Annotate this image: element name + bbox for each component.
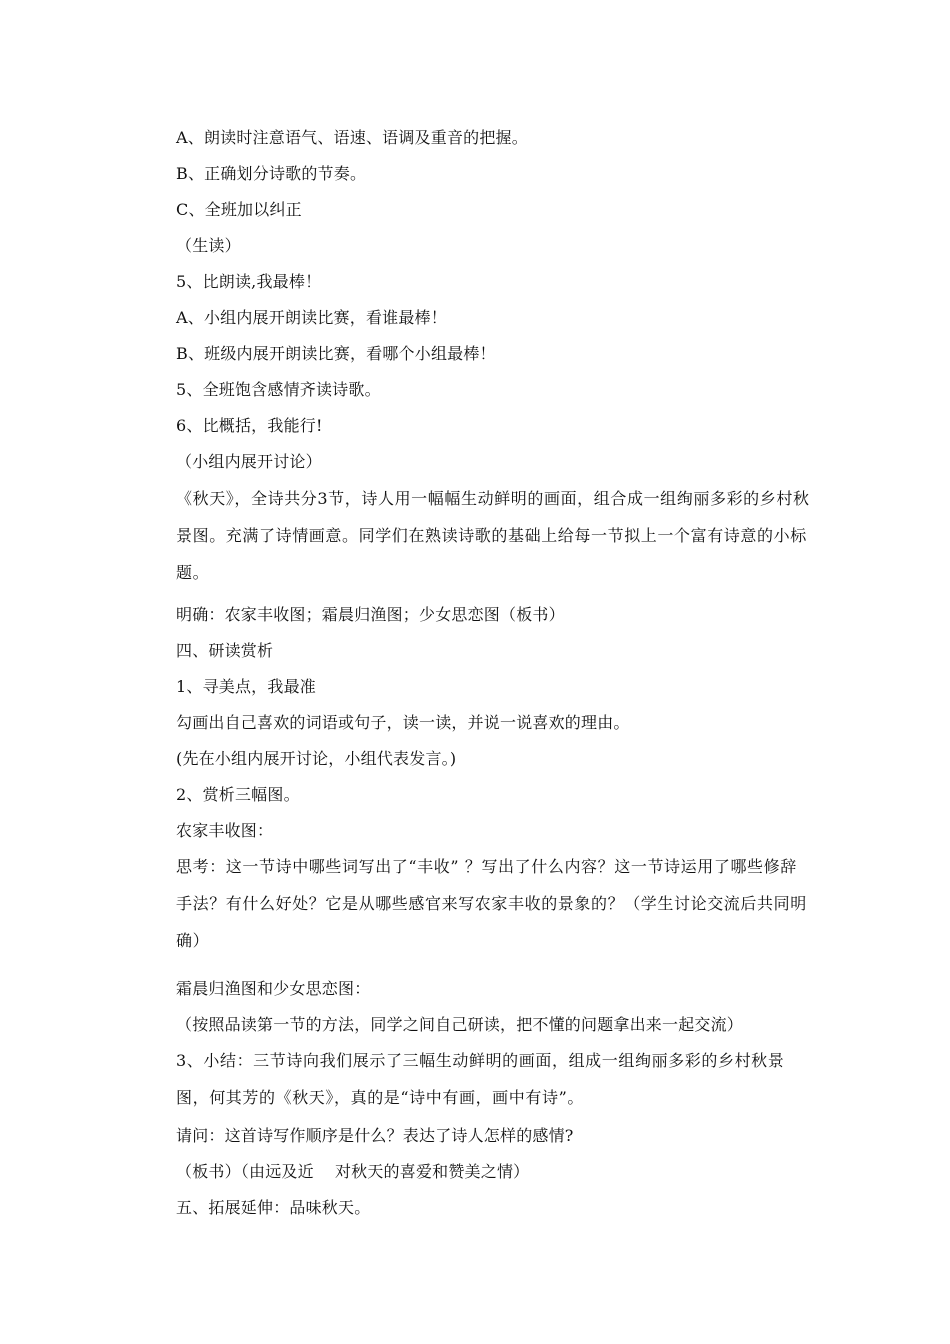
text-line-summarize: 6、比概括，我能行! xyxy=(176,416,323,435)
text-line-study-method: （按照品读第一节的方法，同学之间自己研读，把不懂的问题拿出来一起交流） xyxy=(176,1015,744,1034)
text-line-read-together: 5、全班饱含感情齐读诗歌。 xyxy=(176,380,381,399)
paragraph-autumn-intro: 《秋天》，全诗共分3节，诗人用一幅幅生动鲜明的画面，组合成一组绚丽多彩的乡村秋景图。充满了诗情画意。同学们在熟读诗歌的基础上给每一节拟上一个富有诗意的小标题。 xyxy=(176,489,810,582)
text-line-reading-tips: A、朗读时注意语气、语速、语调及重音的把握。 xyxy=(176,128,528,147)
text-line-three-pictures: 2、赏析三幅图。 xyxy=(176,785,300,804)
paragraph-think-question: 思考：这一节诗中哪些词写出了“丰收” ？写出了什么内容？这一节诗运用了哪些修辞手法？有什么好处？它是从哪些感官来写农家丰收的景象的？（学生讨论交流后共同明确） xyxy=(176,857,807,950)
section-heading-appreciation: 四、研读赏析 xyxy=(176,641,274,660)
text-line-discuss-first: (先在小组内展开讨论，小组代表发言。) xyxy=(176,749,457,768)
text-line-question-order: 请问：这首诗写作顺序是什么？表达了诗人怎样的感情? xyxy=(176,1126,574,1145)
text-line-harvest-picture: 农家丰收图： xyxy=(176,821,274,840)
section-heading-extension: 五、拓展延伸：品味秋天。 xyxy=(176,1198,371,1217)
text-line-underline-words: 勾画出自己喜欢的词语或句子，读一读，并说一说喜欢的理由。 xyxy=(176,713,630,732)
text-line-board-notes: （板书）（由远及近 对秋天的喜爱和赞美之情） xyxy=(176,1162,530,1181)
text-line-rhythm: B、正确划分诗歌的节奏。 xyxy=(176,164,367,183)
text-line-correct: C、全班加以纠正 xyxy=(176,200,302,219)
text-line-find-beauty: 1、寻美点，我最准 xyxy=(176,677,316,696)
paragraph-summary: 3、小结：三节诗向我们展示了三幅生动鲜明的画面，组成一组绚丽多彩的乡村秋景图，何其芳的《秋天》，真的是“诗中有画，画中有诗”。 xyxy=(176,1051,785,1107)
text-line-reading-contest: 5、比朗读,我最棒！ xyxy=(176,272,322,291)
text-line-student-read: （生读） xyxy=(176,236,241,255)
text-line-group-discussion: （小组内展开讨论） xyxy=(176,452,322,471)
text-line-fishing-girl: 霜晨归渔图和少女思恋图： xyxy=(176,979,371,998)
text-line-titles: 明确：农家丰收图；霜晨归渔图；少女思恋图（板书） xyxy=(176,605,565,624)
text-line-class-contest: B、班级内展开朗读比赛，看哪个小组最棒！ xyxy=(176,344,496,363)
text-line-group-contest: A、小组内展开朗读比赛，看谁最棒！ xyxy=(176,308,447,327)
